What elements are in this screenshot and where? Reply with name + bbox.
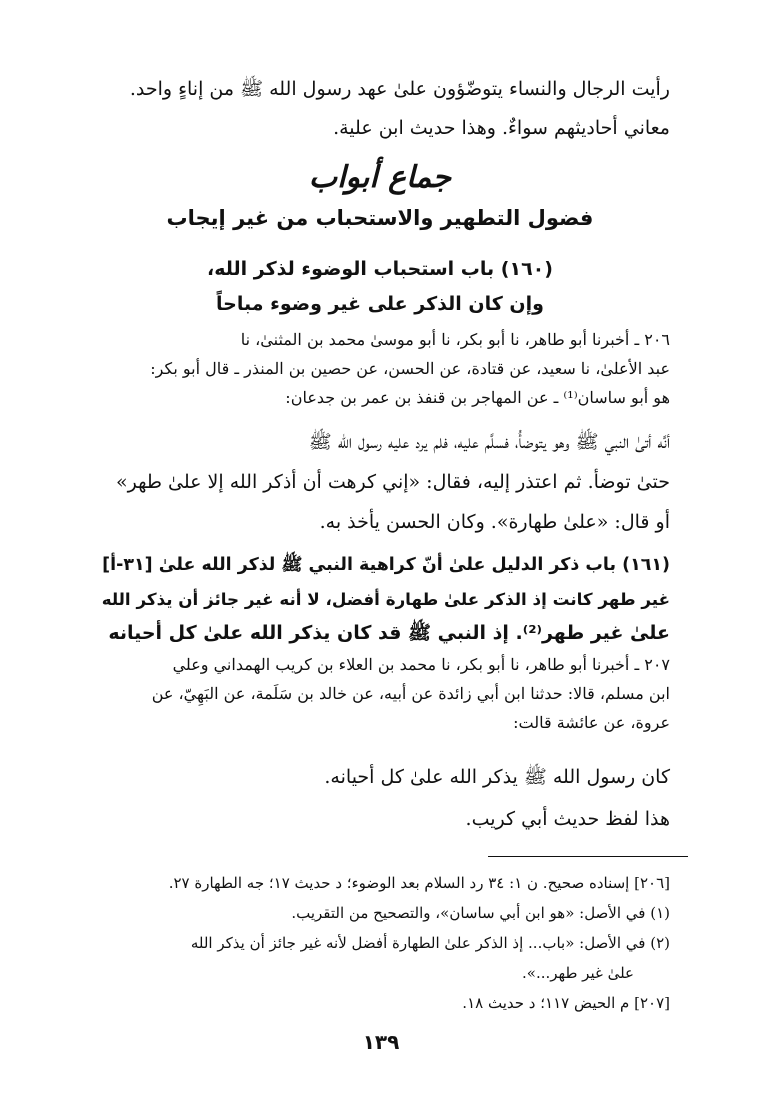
hadith-206-isnad xyxy=(90,325,670,412)
footnotes xyxy=(90,868,670,1018)
bab-heading-line: وإن كان الذكر على غير وضوء مباحاً xyxy=(216,293,544,315)
bab-heading-line: (١٦١) باب ذكر الدليل علىٰ أنّ كراهية النبي ﷺ لذكر الله علىٰ [٣١-أ] xyxy=(102,555,670,575)
isnad-line: ٢٠٦ ـ أخبرنا أبو طاهر، نا أبو بكر، نا أبو موسىٰ محمد بن المثنىٰ، نا xyxy=(240,330,670,349)
isnad-line: ابن مسلم، قالا: حدثنا ابن أبي زائدة عن أبيه، عن خالد بن سَلَمة، عن البَهِيّ، عن xyxy=(151,684,670,703)
footnote-1: (١) في الأصل: «هو ابن أبي ساسان»، والتصحيح من التقريب. xyxy=(291,904,670,922)
bab-heading-line: غير طهر كانت إذ الذكر علىٰ طهارة أفضل، لا أنه غير جائز أن يذكر الله xyxy=(101,589,670,609)
bab-heading-line: علىٰ غير طهر⁽²⁾. إذ النبي ﷺ قد كان يذكر الله علىٰ كل أحيانه xyxy=(108,622,670,644)
top-text-line: معاني أحاديثهم سواءٌ. وهذا حديث ابن علية. xyxy=(333,117,670,139)
matn-line: كان رسول الله ﷺ يذكر الله علىٰ كل أحيانه. xyxy=(324,766,670,788)
footnote-206: [٢٠٦] إسناده صحيح. ن ١: ٣٤ رد السلام بعد الوضوء؛ د حديث ١٧؛ جه الطهارة ٢٧. xyxy=(168,874,670,892)
bab-heading-line: (١٦٠) باب استحباب الوضوء لذكر الله، xyxy=(207,258,553,280)
isnad-line: عروة، عن عائشة قالت: xyxy=(513,713,670,732)
matn-line: حتىٰ توضأ. ثم اعتذر إليه، فقال: «إني كرهت أن أذكر الله إلا علىٰ طهر» xyxy=(116,471,670,493)
bab-160-heading xyxy=(90,252,670,322)
matn-line: أو قال: «علىٰ طهارة». وكان الحسن يأخذ به. xyxy=(319,511,670,533)
bab-161-heading xyxy=(90,548,670,650)
hadith-207-matn xyxy=(90,756,670,840)
isnad-line: عبد الأعلىٰ، نا سعيد، عن قتادة، عن الحسن، عن حصين بن المنذر ـ قال أبو بكر: xyxy=(150,359,670,378)
top-text-line: رأيت الرجال والنساء يتوضّؤون علىٰ عهد رسول الله ﷺ من إناءٍ واحد. xyxy=(129,78,670,100)
footnote-2-continuation: علىٰ غير طهر...». xyxy=(522,964,634,982)
isnad-line: ٢٠٧ ـ أخبرنا أبو طاهر، نا أبو بكر، نا محمد بن العلاء بن كريب الهمداني وعلي xyxy=(172,655,670,674)
top-text xyxy=(90,70,670,148)
hadith-207-isnad xyxy=(90,650,670,737)
footnote-207: [٢٠٧] م الحيض ١١٧؛ د حديث ١٨. xyxy=(462,994,670,1012)
footnote-2: (٢) في الأصل: «باب... إذ الذكر علىٰ الطهارة أفضل لأنه غير جائز أن يذكر الله xyxy=(190,934,670,952)
matn-line: أنَّه أتىٰ النبي ﷺ وهو يتوضأُ، فسلَّم عليه، فلم يرد عليه رسول الله ﷺ xyxy=(308,431,670,453)
footnote-divider xyxy=(488,856,688,857)
page-number: ١٣٩ xyxy=(362,1030,400,1054)
isnad-line: هو أبو ساسان⁽¹⁾ ـ عن المهاجر بن قنفذ بن عمر بن جدعان: xyxy=(285,388,670,407)
section-header: جماع أبواب xyxy=(308,160,452,195)
hadith-206-matn xyxy=(90,422,670,542)
matn-line: هذا لفظ حديث أبي كريب. xyxy=(465,808,670,830)
chapter-title: فضول التطهير والاستحباب من غير إيجاب xyxy=(166,206,594,230)
